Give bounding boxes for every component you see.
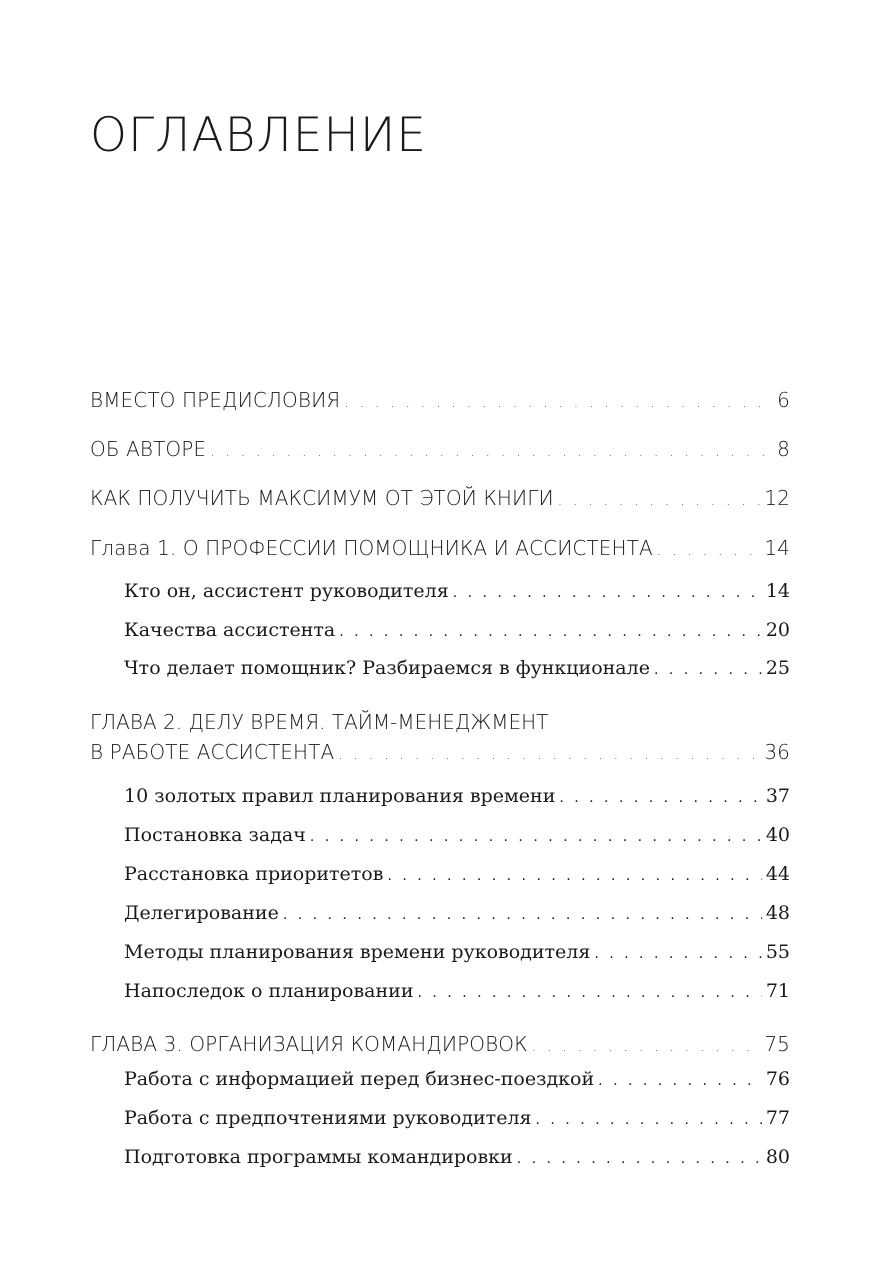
toc-entry-label: Работа с предпочтениями руководителя [124,1107,532,1129]
toc-entry-label: Методы планирования времени руководителя [124,941,591,963]
toc-dot-leader [559,790,761,806]
toc-subentry[interactable] [124,1107,790,1129]
toc-dot-leader [210,444,773,460]
toc-entry-label: Кто он, ассистент руководителя [124,580,449,602]
toc-entry-page: 12 [764,486,790,510]
toc-entry[interactable] [90,486,790,510]
toc-subentry[interactable] [124,580,790,602]
toc-entry-label: КАК ПОЛУЧИТЬ МАКСИМУМ ОТ ЭТОЙ КНИГИ [90,486,554,510]
toc-dot-leader [594,946,761,962]
toc-entry-page: 40 [765,824,790,846]
toc-entry-label: Расстановка приоритетов [124,863,384,885]
toc-dot-leader [654,662,762,678]
toc-entry-page: 8 [777,437,790,461]
toc-entry-label: Постановка задач [124,824,306,846]
toc-entry-page: 6 [777,388,790,412]
toc-entry-page: 14 [765,580,790,602]
toc-entry[interactable] [90,536,790,560]
toc-entry-label: Подготовка программы командировки [124,1146,513,1168]
toc-dot-leader [558,493,761,509]
toc-subentry[interactable] [124,824,790,846]
toc-entry-label: Работа с информацией перед бизнес-поездкой [124,1068,595,1090]
toc-entry-label: Что делает помощник? Разбираемся в функционале [124,657,650,679]
toc-subentry[interactable] [124,1146,790,1168]
toc-dot-leader [418,985,762,1001]
toc-dot-leader [657,543,761,559]
toc-entry-page: 14 [764,536,790,560]
toc-dot-leader [532,1039,761,1055]
toc-entry-page: 55 [765,941,790,963]
toc-entry-page: 48 [765,902,790,924]
toc-entry-page: 25 [765,657,790,679]
toc-entry-label: ВМЕСТО ПРЕДИСЛОВИЯ [90,388,341,412]
toc-dot-leader [338,747,760,763]
toc-dot-leader [310,829,762,845]
toc-subentry[interactable] [124,863,790,885]
toc-subentry[interactable] [124,902,790,924]
toc-dot-leader [283,907,762,923]
toc-dot-leader [536,1112,762,1128]
toc-entry-label: ГЛАВА 3. ОРГАНИЗАЦИЯ КОМАНДИРОВОК [90,1032,528,1056]
toc-entry-page: 71 [765,980,790,1002]
toc-subentry[interactable] [124,619,790,641]
toc-subentry[interactable] [124,941,790,963]
toc-subentry[interactable] [124,657,790,679]
toc-entry-page: 77 [765,1107,790,1129]
toc-entry[interactable] [90,1032,790,1056]
toc-entry-label: 10 золотых правил планирования времени [124,785,556,807]
toc-entry-page: 20 [765,619,790,641]
toc-subentry[interactable] [124,1068,790,1090]
toc-dot-leader [598,1073,762,1089]
toc-entry-page: 37 [765,785,790,807]
toc-entry-label: Качества ассистента [124,619,336,641]
toc-entry-label: Глава 1. О ПРОФЕССИИ ПОМОЩНИКА И АССИСТЕНТА [90,536,653,560]
toc-entry-page: 44 [765,863,790,885]
toc-entry-page: 76 [765,1068,790,1090]
toc-entry-page: 36 [764,740,790,764]
toc-dot-leader [387,868,761,884]
toc-dot-leader [453,585,762,601]
toc-entry-label: Напоследок о планировании [124,980,414,1002]
toc-entry-line2 [90,740,790,764]
toc-entry[interactable] [90,388,790,412]
toc-dot-leader [339,624,762,640]
toc-entry[interactable] [90,437,790,461]
toc-entry-label-line1: ГЛАВА 2. ДЕЛУ ВРЕМЯ. ТАЙМ-МЕНЕДЖМЕНТ [90,710,549,734]
toc-dot-leader [344,395,773,411]
toc-subentry[interactable] [124,785,790,807]
toc-entry-label: Делегирование [124,902,279,924]
toc-dot-leader [517,1151,762,1167]
toc-entry-label-line2: В РАБОТЕ АССИСТЕНТА [90,740,335,764]
toc-subentry[interactable] [124,980,790,1002]
page-title: ОГЛАВЛЕНИЕ [90,108,428,163]
toc-entry-page: 80 [765,1146,790,1168]
toc-entry-label: ОБ АВТОРЕ [90,437,207,461]
toc-entry-page: 75 [764,1032,790,1056]
toc-entry[interactable] [90,710,790,764]
